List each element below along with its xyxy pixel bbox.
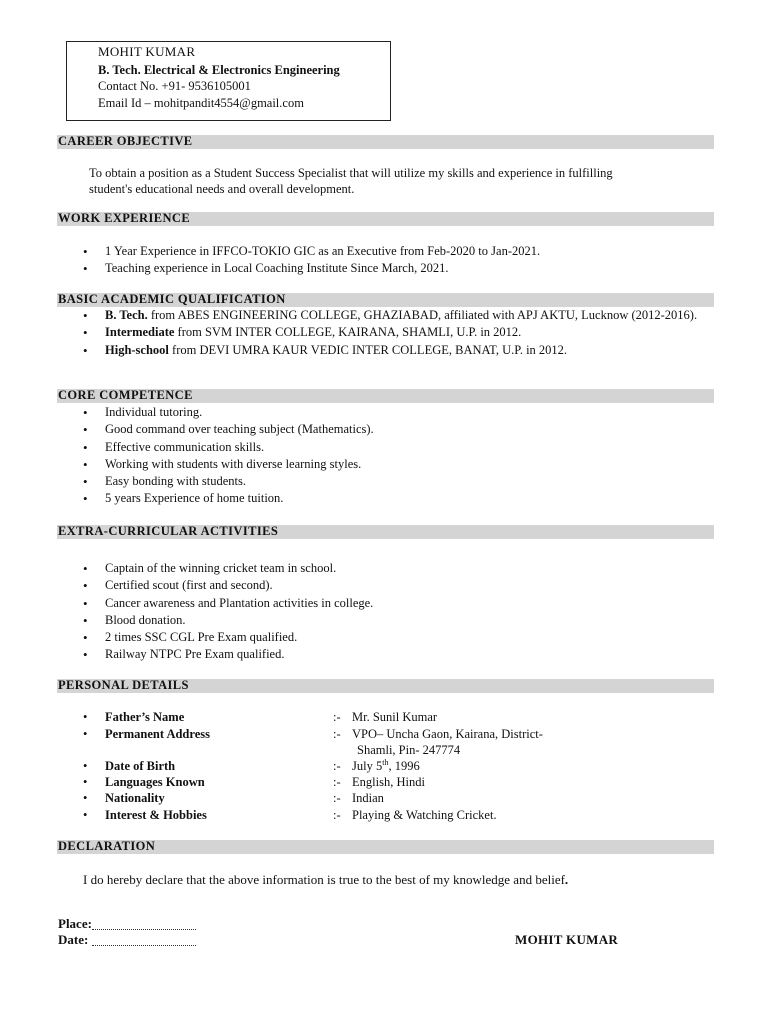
field-separator: :- [333, 808, 341, 822]
list-item: • Cancer awareness and Plantation activities in college. [83, 595, 723, 612]
section-title: WORK EXPERIENCE [58, 211, 191, 225]
list-item: • Individual tutoring. [83, 404, 723, 421]
bullet: • [83, 775, 88, 789]
section-title: DECLARATION [58, 839, 156, 853]
place-label: Place: [58, 916, 92, 931]
declaration-text [83, 872, 708, 888]
field-value: English, Hindi [352, 775, 425, 789]
date-blank [92, 934, 196, 946]
list-item: • 5 years Experience of home tuition. [83, 490, 723, 507]
section-declaration [57, 840, 714, 854]
bullet: • [83, 759, 88, 773]
bullet: • [83, 791, 88, 805]
field-value: Mr. Sunil Kumar [352, 710, 438, 724]
field-label: Languages Known [105, 775, 205, 789]
career-objective-line: student's educational needs and overall development. [89, 182, 355, 196]
contact-number: Contact No. +91- 9536105001 [98, 79, 251, 93]
dob-text: July 5 [352, 759, 383, 773]
candidate-name: MOHIT KUMAR [98, 44, 196, 59]
personal-row-languages [83, 775, 723, 792]
email-address: Email Id – mohitpandit4554@gmail.com [98, 96, 304, 110]
place-blank [92, 918, 196, 930]
list-item: • Captain of the winning cricket team in school. [83, 560, 723, 577]
list-item: • 2 times SSC CGL Pre Exam qualified. [83, 629, 723, 646]
field-value [352, 759, 420, 774]
degree: B. Tech. Electrical & Electronics Engineering [98, 63, 340, 77]
field-label: Interest & Hobbies [105, 808, 207, 822]
personal-row-dob [83, 759, 723, 776]
personal-row-father [83, 710, 723, 727]
section-academic [57, 293, 714, 307]
bullet: • [83, 808, 88, 822]
list-item: • Teaching experience in Local Coaching Institute Since March, 2021. [83, 260, 723, 277]
field-value-continued: Shamli, Pin- 247774 [357, 743, 461, 757]
qualification-detail: from DEVI UMRA KAUR VEDIC INTER COLLEGE, BANAT, U.P. in 2012. [168, 342, 568, 357]
field-separator: :- [333, 727, 341, 741]
section-title: EXTRA-CURRICULAR ACTIVITIES [58, 524, 279, 538]
list-item: • 1 Year Experience in IFFCO-TOKIO GIC as an Executive from Feb-2020 to Jan-2021. [83, 243, 723, 260]
field-value: VPO– Uncha Gaon, Kairana, District- [352, 727, 543, 741]
career-objective-line: To obtain a position as a Student Success Specialist that will utilize my skills and experience in fulfilling [89, 166, 613, 180]
declaration-body: I do hereby declare that the above information is true to the best of my knowledge and belief [83, 872, 565, 887]
section-personal-details [57, 679, 714, 693]
personal-row-hobbies [83, 808, 723, 825]
qualification-detail: from ABES ENGINEERING COLLEGE, GHAZIABAD, affiliated with APJ AKTU, Lucknow (2012-2016). [147, 308, 698, 322]
field-label: Date of Birth [105, 759, 176, 773]
list-item: • Good command over teaching subject (Mathematics). [83, 421, 723, 438]
dob-year: , 1996 [388, 759, 420, 773]
list-item: • Easy bonding with students. [83, 473, 723, 490]
list-item: • Effective communication skills. [83, 439, 723, 456]
section-title: CORE COMPETENCE [58, 388, 193, 402]
declaration-period: . [564, 872, 569, 887]
signature-name: MOHIT KUMAR [515, 932, 619, 947]
personal-row-nationality [83, 791, 723, 808]
field-value: Playing & Watching Cricket. [352, 808, 497, 822]
field-label: Nationality [105, 791, 165, 805]
list-item: • Blood donation. [83, 612, 723, 629]
field-label: Permanent Address [105, 727, 210, 741]
section-work-experience [57, 212, 714, 226]
section-extra-curricular [57, 525, 714, 539]
core-competence-list [83, 404, 723, 508]
career-objective-text [89, 165, 714, 197]
section-title: BASIC ACADEMIC QUALIFICATION [58, 292, 286, 306]
work-experience-list [83, 243, 723, 278]
field-separator: :- [333, 791, 341, 805]
qualification-name: B. Tech. [105, 308, 148, 322]
date-label: Date: [58, 932, 89, 947]
academic-list [83, 307, 723, 359]
personal-row-address [83, 727, 723, 759]
extra-curricular-list [83, 560, 723, 664]
list-item: • Working with students with diverse learning styles. [83, 456, 723, 473]
qualification-detail: from SVM INTER COLLEGE, KAIRANA, SHAMLI, U.P. in 2012. [174, 325, 522, 340]
list-item [83, 307, 723, 324]
field-label: Father’s Name [105, 710, 185, 724]
list-item: • Railway NTPC Pre Exam qualified. [83, 646, 723, 663]
bullet: • [83, 727, 88, 741]
section-title: PERSONAL DETAILS [58, 678, 189, 692]
list-item [83, 324, 723, 341]
field-separator: :- [333, 710, 341, 724]
header-box [66, 41, 391, 121]
field-value: Indian [352, 791, 384, 805]
dob-suffix: th [382, 758, 389, 767]
list-item [83, 342, 723, 359]
qualification-name: Intermediate [105, 325, 175, 340]
bullet: • [83, 710, 88, 724]
qualification-name: High-school [105, 342, 169, 357]
section-career-objective [57, 135, 714, 149]
section-title: CAREER OBJECTIVE [58, 134, 193, 148]
section-core-competence [57, 389, 714, 403]
list-item: • Certified scout (first and second). [83, 577, 723, 594]
field-separator: :- [333, 775, 341, 789]
field-separator: :- [333, 759, 341, 773]
